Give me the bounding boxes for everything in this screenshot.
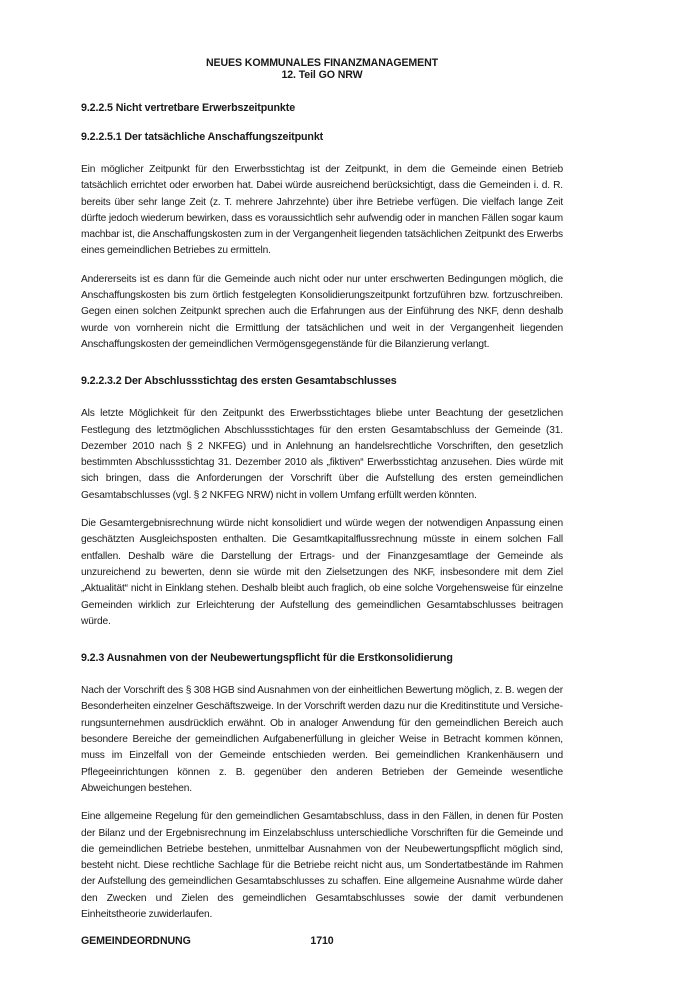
footer-page-number: 1710 [310, 935, 334, 947]
running-header [81, 57, 563, 81]
section-heading: 9.2.2.5 Nicht vertretbare Erwerbszeitpunkte [81, 102, 296, 114]
paragraph: Als letzte Möglichkeit für den Zeitpunkt des Erwerbsstichtages bliebe unter Beachtung der gesetzlichen Festlegung des letztmöglichen Abschlussstichtages für den ersten Gesamtabschluss der Gemeinde (31. Dezember 2010 nach § 2 NKFEG) und in Anlehnung an handelsrechtliche Vorschriften, den gesetzlich bestimmten Abschlussstichtag 31. Dezember 2010 als „fiktiven“ Erwerbsstichtag anzusehen. Dies würde mit sich bringen, dass die Anforderungen der Vorschrift über die Aufstellung des ersten gemeindlichen Gesamtabschlusses (vgl. § 2 NKFEG NRW) nicht in vollem Umfang erfüllt werden könnten. [81, 408, 563, 501]
page-content [81, 57, 563, 923]
header-subtitle: 12. Teil GO NRW [281, 69, 363, 81]
section-heading: 9.2.3 Ausnahmen von der Neubewertungspflicht für die Erstkonsolidierung [81, 652, 453, 665]
document-body [81, 102, 563, 923]
paragraph: Die Gesamtergebnisrechnung würde nicht konsolidiert und würde wegen der notwendigen Anpassung einen geschätzten Ausgleichsposten enthalten. Die Gesamtkapitalflussrechnung müsste in einem solchen Fall entfallen. Deshalb wäre die Darstellung der Ertrags- und der Finanzgesamtlage der Gemeinde als unzureichend zu bewerten, denn sie würde mit den Zielsetzungen des NKF, insbesondere mit dem Ziel „Aktualität“ nicht in Einklang stehen. Deshalb bleibt auch fraglich, ob eine solche Vorgehensweise für einzelne Gemeinden wirklich zur Erleichterung der Aufstellung des gemeindlichen Gesamtabschlusses beitragen würde. [81, 518, 563, 627]
header-title: NEUES KOMMUNALES FINANZMANAGEMENT [205, 57, 439, 69]
section-heading: 9.2.2.5.1 Der tatsächliche Anschaffungszeitpunkt [81, 131, 324, 143]
paragraph: Nach der Vorschrift des § 308 HGB sind Ausnahmen von der einheitlichen Bewertung möglich, z. B. wegen der Besonderheiten einzelner Geschäftszweige. In der Vorschrift werden dazu nur die Kreditinstitute und Versicherungsunternehmen ausdrücklich erwähnt. Ob in analoger Anwendung für den gemeindlichen Bereich auch besondere Bereiche der gemeindlichen Aufgabenerfüllung in gleicher Weise in Betracht kommen können, muss im Einzelfall von der Gemeinde entschieden werden. Bei gemeindlichen Krankenhäusern und Pflegeeinrichtungen können z. B. gegenüber den anderen Betrieben der Gemeinde wesentliche Abweichungen bestehen. [81, 685, 563, 794]
paragraph: Andererseits ist es dann für die Gemeinde auch nicht oder nur unter erschwerten Bedingungen möglich, die Anschaffungskosten bis zum örtlich festgelegten Konsolidierungszeitpunkt fortzuführen bzw. fortzuschreiben. Gegen einen solchen Zeitpunkt sprechen auch die Erfahrungen aus der Einführung des NKF, denn deshalb wurde von vornherein nicht die Ermittlung der tatsächlichen und weit in der Vergangenheit liegenden Anschaffungskosten der gemeindlichen Vermögensgegenstände für die Bilanzierung verlangt. [81, 273, 563, 350]
paragraph: Ein möglicher Zeitpunkt für den Erwerbsstichtag ist der Zeitpunkt, in dem die Gemeinde einen Betrieb tatsächlich errichtet oder erworben hat. Dabei würde ausreichend berücksichtigt, dass die Gemeinden i. d. R. bereits über sehr lange Zeit (z. T. mehrere Jahrzehnte) über ihre Betriebe verfügen. Die vielfach lange Zeit dürfte jedoch wiederum bewirken, dass es voraussichtlich sehr aufwendig oder in manchen Fällen sogar kaum machbar ist, die Anschaffungskosten zum in der Vergangenheit liegenden tatsächlichen Zeitpunkt des Erwerbs eines gemeindlichen Betriebes zu ermitteln. [81, 164, 563, 257]
section-heading: 9.2.2.3.2 Der Abschlussstichtag des ersten Gesamtabschlusses [81, 375, 397, 388]
paragraph: Eine allgemeine Regelung für den gemeindlichen Gesamtabschluss, dass in den Fällen, in denen für Posten der Bilanz und der Ergebnisrechnung im Einzelabschluss unterschiedliche Vorschriften für die Gemeinde und die gemeindlichen Betriebe bestehen, unmittelbar Ausnahmen von der Neubewertungspflicht möglich sind, besteht nicht. Diese rechtliche Sachlage für die Betriebe reicht nicht aus, um Sondertatbestände im Rahmen der Aufstellung des gemeindlichen Gesamtabschlusses zu schaffen. Eine allgemeine Ausnahme würde daher den Zwecken und Zielen des gemeindlichen Gesamtabschlusses sowie der damit verbundenen Einheitstheorie zuwiderlaufen. [81, 811, 563, 920]
footer-label: GEMEINDEORDNUNG [81, 935, 191, 947]
